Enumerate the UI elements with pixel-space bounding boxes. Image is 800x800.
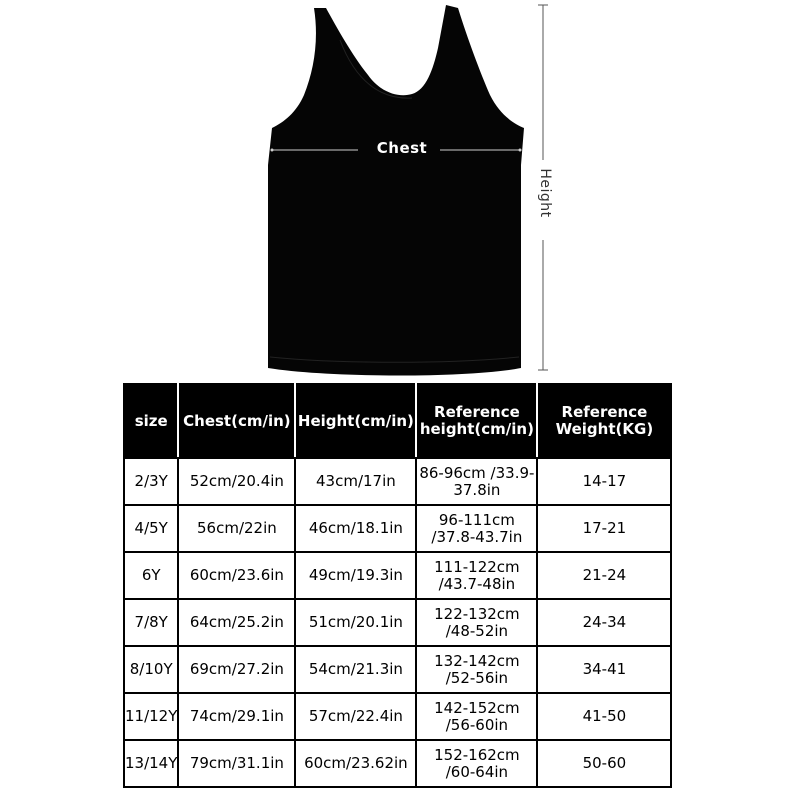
height-label: Height bbox=[537, 168, 553, 218]
tank-top-body bbox=[268, 5, 524, 376]
header-height: Height(cm/in) bbox=[295, 384, 416, 458]
table-row bbox=[124, 646, 671, 693]
cell-chest: 74cm/29.1in bbox=[178, 693, 295, 740]
table-row bbox=[124, 599, 671, 646]
table-row bbox=[124, 505, 671, 552]
cell-height: 49cm/19.3in bbox=[295, 552, 416, 599]
cell-reference-weight: 17-21 bbox=[537, 505, 671, 552]
table-row bbox=[124, 740, 671, 787]
cell-reference-weight: 21-24 bbox=[537, 552, 671, 599]
cell-reference-height: 152-162cm /60-64in bbox=[416, 740, 537, 787]
cell-reference-height: 86-96cm /33.9-37.8in bbox=[416, 458, 537, 505]
cell-height: 57cm/22.4in bbox=[295, 693, 416, 740]
cell-size: 7/8Y bbox=[124, 599, 178, 646]
cell-size: 2/3Y bbox=[124, 458, 178, 505]
cell-size: 8/10Y bbox=[124, 646, 178, 693]
table-row bbox=[124, 693, 671, 740]
cell-height: 46cm/18.1in bbox=[295, 505, 416, 552]
table-header-row bbox=[124, 384, 671, 458]
header-chest: Chest(cm/in) bbox=[178, 384, 295, 458]
chest-label: Chest bbox=[376, 139, 428, 157]
cell-reference-height: 132-142cm /52-56in bbox=[416, 646, 537, 693]
table-row bbox=[124, 552, 671, 599]
cell-height: 54cm/21.3in bbox=[295, 646, 416, 693]
header-size: size bbox=[124, 384, 178, 458]
table-row bbox=[124, 458, 671, 505]
cell-chest: 79cm/31.1in bbox=[178, 740, 295, 787]
cell-chest: 56cm/22in bbox=[178, 505, 295, 552]
cell-reference-weight: 24-34 bbox=[537, 599, 671, 646]
cell-size: 4/5Y bbox=[124, 505, 178, 552]
header-reference-weight: Reference Weight(KG) bbox=[537, 384, 671, 458]
cell-reference-height: 111-122cm /43.7-48in bbox=[416, 552, 537, 599]
cell-reference-weight: 41-50 bbox=[537, 693, 671, 740]
header-reference-height: Reference height(cm/in) bbox=[416, 384, 537, 458]
cell-height: 43cm/17in bbox=[295, 458, 416, 505]
cell-height: 60cm/23.62in bbox=[295, 740, 416, 787]
cell-chest: 52cm/20.4in bbox=[178, 458, 295, 505]
cell-reference-height: 142-152cm /56-60in bbox=[416, 693, 537, 740]
cell-chest: 64cm/25.2in bbox=[178, 599, 295, 646]
cell-reference-weight: 34-41 bbox=[537, 646, 671, 693]
cell-size: 13/14Y bbox=[124, 740, 178, 787]
cell-reference-height: 122-132cm /48-52in bbox=[416, 599, 537, 646]
cell-size: 11/12Y bbox=[124, 693, 178, 740]
tank-top-illustration bbox=[0, 0, 800, 385]
cell-height: 51cm/20.1in bbox=[295, 599, 416, 646]
cell-size: 6Y bbox=[124, 552, 178, 599]
cell-chest: 69cm/27.2in bbox=[178, 646, 295, 693]
size-chart-table bbox=[123, 383, 672, 788]
cell-reference-weight: 50-60 bbox=[537, 740, 671, 787]
cell-chest: 60cm/23.6in bbox=[178, 552, 295, 599]
cell-reference-height: 96-111cm /37.8-43.7in bbox=[416, 505, 537, 552]
cell-reference-weight: 14-17 bbox=[537, 458, 671, 505]
